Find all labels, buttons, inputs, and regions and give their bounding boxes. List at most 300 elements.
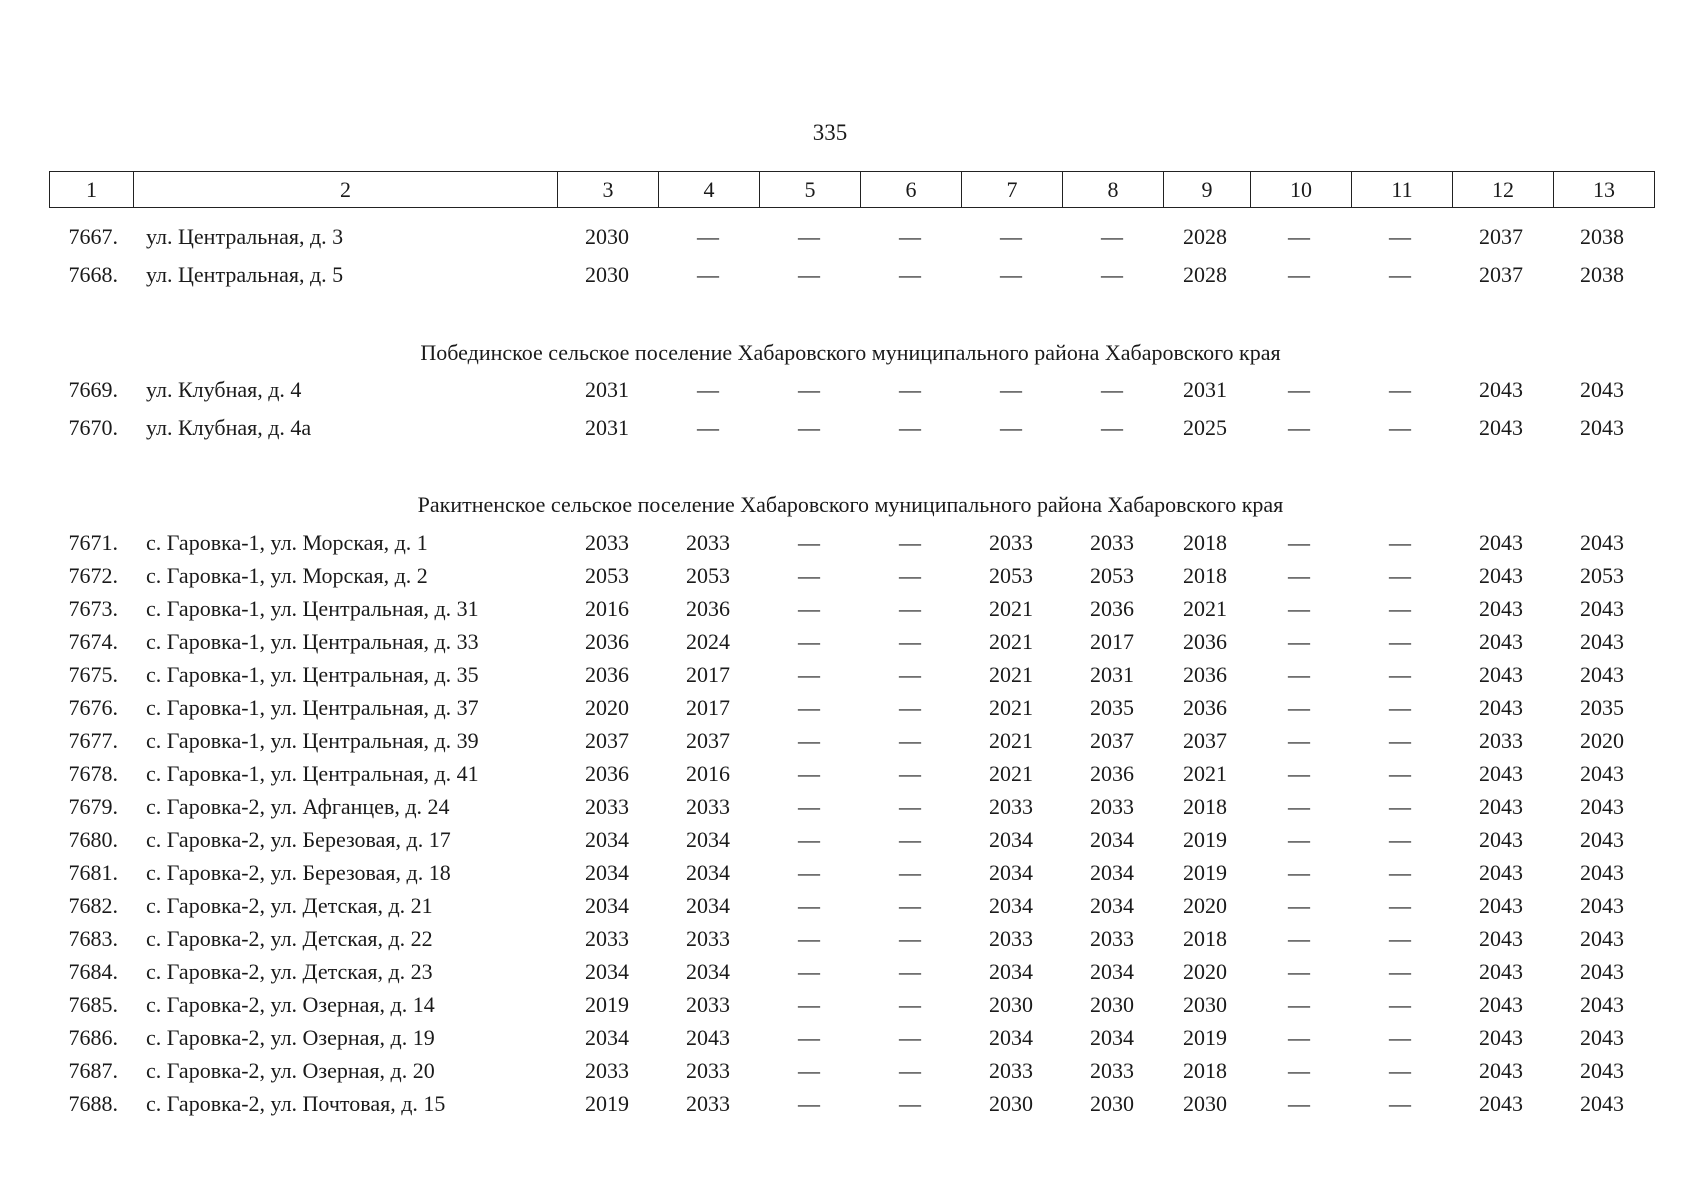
row-number: 7670. [68, 415, 118, 440]
row-value-col-7: 2030 [989, 992, 1033, 1017]
row-value-col-5: — [798, 959, 820, 984]
row-value-col-7: 2021 [989, 662, 1033, 687]
table-row [0, 528, 1701, 558]
row-address: с. Гаровка-2, ул. Березовая, д. 18 [146, 860, 451, 885]
column-number-header: 4 [659, 172, 760, 208]
row-value-col-4: 2033 [686, 1091, 730, 1116]
row-value-col-8: 2036 [1090, 761, 1134, 786]
row-address: ул. Центральная, д. 5 [146, 262, 344, 287]
row-value-col-7: 2033 [989, 794, 1033, 819]
row-value-col-5: — [798, 1058, 820, 1083]
row-number: 7681. [68, 860, 118, 885]
row-value-col-8: — [1101, 415, 1123, 440]
table-row [0, 924, 1701, 954]
row-address: с. Гаровка-1, ул. Центральная, д. 41 [146, 761, 479, 786]
row-value-col-7: 2033 [989, 1058, 1033, 1083]
row-address: с. Гаровка-2, ул. Березовая, д. 17 [146, 827, 451, 852]
row-value-col-10: — [1288, 415, 1310, 440]
row-value-col-5: — [798, 596, 820, 621]
row-value-col-8: — [1101, 224, 1123, 249]
row-value-col-10: — [1288, 662, 1310, 687]
row-value-col-8: 2053 [1090, 563, 1134, 588]
column-number-header: 1 [50, 172, 134, 208]
table-row [0, 594, 1701, 624]
row-value-col-3: 2030 [585, 262, 629, 287]
row-value-col-3: 2033 [585, 530, 629, 555]
row-value-col-4: 2016 [686, 761, 730, 786]
row-value-col-5: — [798, 728, 820, 753]
row-value-col-3: 2020 [585, 695, 629, 720]
row-value-col-3: 2036 [585, 629, 629, 654]
row-value-col-4: 2034 [686, 827, 730, 852]
table-row [0, 222, 1701, 252]
row-value-col-5: — [798, 262, 820, 287]
row-value-col-6: — [899, 893, 921, 918]
row-value-col-7: — [1000, 262, 1022, 287]
row-value-col-8: 2036 [1090, 596, 1134, 621]
row-value-col-11: — [1389, 959, 1411, 984]
row-value-col-10: — [1288, 377, 1310, 402]
row-number: 7680. [68, 827, 118, 852]
row-value-col-4: 2034 [686, 959, 730, 984]
row-value-col-7: 2033 [989, 926, 1033, 951]
row-number: 7679. [68, 794, 118, 819]
row-value-col-3: 2030 [585, 224, 629, 249]
row-value-col-4: 2036 [686, 596, 730, 621]
table-row [0, 1056, 1701, 1086]
row-value-col-6: — [899, 1091, 921, 1116]
row-value-col-12: 2043 [1479, 893, 1523, 918]
row-value-col-10: — [1288, 794, 1310, 819]
row-value-col-7: 2034 [989, 959, 1033, 984]
row-value-col-9: 2020 [1183, 959, 1227, 984]
row-value-col-13: 2053 [1580, 563, 1624, 588]
row-value-col-12: 2043 [1479, 530, 1523, 555]
row-value-col-7: 2021 [989, 728, 1033, 753]
column-number-header: 12 [1453, 172, 1554, 208]
row-value-col-13: 2043 [1580, 1058, 1624, 1083]
row-value-col-11: — [1389, 728, 1411, 753]
row-value-col-3: 2019 [585, 1091, 629, 1116]
row-value-col-7: 2033 [989, 530, 1033, 555]
table-row [0, 1023, 1701, 1053]
row-value-col-9: 2036 [1183, 662, 1227, 687]
row-value-col-10: — [1288, 224, 1310, 249]
row-value-col-10: — [1288, 530, 1310, 555]
row-value-col-5: — [798, 860, 820, 885]
row-value-col-13: 2038 [1580, 262, 1624, 287]
row-value-col-5: — [798, 926, 820, 951]
row-value-col-7: 2021 [989, 761, 1033, 786]
row-value-col-12: 2033 [1479, 728, 1523, 753]
row-value-col-6: — [899, 629, 921, 654]
row-address: с. Гаровка-2, ул. Озерная, д. 19 [146, 1025, 435, 1050]
row-value-col-7: — [1000, 377, 1022, 402]
table-row [0, 627, 1701, 657]
row-address: с. Гаровка-1, ул. Центральная, д. 31 [146, 596, 479, 621]
row-value-col-9: 2036 [1183, 629, 1227, 654]
row-value-col-5: — [798, 695, 820, 720]
row-value-col-13: 2038 [1580, 224, 1624, 249]
table-row [0, 792, 1701, 822]
table-row [0, 413, 1701, 443]
row-value-col-6: — [899, 262, 921, 287]
row-number: 7667. [68, 224, 118, 249]
row-value-col-9: 2031 [1183, 377, 1227, 402]
row-value-col-7: 2034 [989, 1025, 1033, 1050]
row-value-col-6: — [899, 959, 921, 984]
row-value-col-5: — [798, 662, 820, 687]
row-value-col-9: 2028 [1183, 262, 1227, 287]
row-address: с. Гаровка-1, ул. Морская, д. 1 [146, 530, 428, 555]
row-address: с. Гаровка-1, ул. Центральная, д. 37 [146, 695, 479, 720]
row-number: 7684. [68, 959, 118, 984]
row-value-col-10: — [1288, 992, 1310, 1017]
row-value-col-8: 2035 [1090, 695, 1134, 720]
row-value-col-8: 2034 [1090, 827, 1134, 852]
row-value-col-9: 2019 [1183, 827, 1227, 852]
row-value-col-6: — [899, 224, 921, 249]
row-value-col-3: 2033 [585, 926, 629, 951]
row-value-col-9: 2018 [1183, 794, 1227, 819]
section-title: Побединское сельское поселение Хабаровского муниципального района Хабаровского края [420, 340, 1281, 365]
row-value-col-13: 2043 [1580, 1091, 1624, 1116]
row-number: 7683. [68, 926, 118, 951]
row-address: ул. Клубная, д. 4 [146, 377, 302, 402]
row-value-col-11: — [1389, 893, 1411, 918]
table-row [0, 957, 1701, 987]
table-row [0, 858, 1701, 888]
row-value-col-11: — [1389, 761, 1411, 786]
row-value-col-4: 2053 [686, 563, 730, 588]
row-value-col-10: — [1288, 563, 1310, 588]
row-value-col-8: — [1101, 377, 1123, 402]
row-value-col-7: 2021 [989, 596, 1033, 621]
row-value-col-10: — [1288, 860, 1310, 885]
row-value-col-13: 2043 [1580, 794, 1624, 819]
row-value-col-11: — [1389, 563, 1411, 588]
row-value-col-3: 2034 [585, 959, 629, 984]
table-row [0, 260, 1701, 290]
table-row [0, 759, 1701, 789]
row-value-col-3: 2053 [585, 563, 629, 588]
row-value-col-5: — [798, 992, 820, 1017]
row-value-col-7: — [1000, 224, 1022, 249]
row-value-col-5: — [798, 629, 820, 654]
table-row [0, 1089, 1701, 1119]
row-value-col-11: — [1389, 629, 1411, 654]
row-value-col-3: 2031 [585, 415, 629, 440]
table-row [0, 693, 1701, 723]
row-value-col-12: 2037 [1479, 262, 1523, 287]
row-value-col-5: — [798, 415, 820, 440]
row-value-col-11: — [1389, 415, 1411, 440]
row-value-col-3: 2036 [585, 761, 629, 786]
row-value-col-12: 2043 [1479, 1091, 1523, 1116]
row-value-col-11: — [1389, 1025, 1411, 1050]
row-value-col-13: 2043 [1580, 662, 1624, 687]
row-value-col-13: 2043 [1580, 860, 1624, 885]
row-value-col-9: 2036 [1183, 695, 1227, 720]
row-value-col-11: — [1389, 1058, 1411, 1083]
row-value-col-6: — [899, 926, 921, 951]
row-value-col-5: — [798, 761, 820, 786]
row-value-col-5: — [798, 530, 820, 555]
row-value-col-10: — [1288, 761, 1310, 786]
row-value-col-11: — [1389, 1091, 1411, 1116]
row-number: 7685. [68, 992, 118, 1017]
row-value-col-5: — [798, 794, 820, 819]
row-value-col-6: — [899, 415, 921, 440]
row-value-col-9: 2030 [1183, 1091, 1227, 1116]
row-value-col-9: 2018 [1183, 530, 1227, 555]
row-value-col-5: — [798, 377, 820, 402]
row-address: с. Гаровка-2, ул. Почтовая, д. 15 [146, 1091, 446, 1116]
row-value-col-12: 2043 [1479, 563, 1523, 588]
row-number: 7672. [68, 563, 118, 588]
row-value-col-4: 2037 [686, 728, 730, 753]
row-value-col-11: — [1389, 377, 1411, 402]
column-number-header: 11 [1352, 172, 1453, 208]
row-value-col-8: — [1101, 262, 1123, 287]
column-number-header: 10 [1251, 172, 1352, 208]
page-number: 335 [812, 120, 848, 145]
row-value-col-7: 2034 [989, 860, 1033, 885]
row-value-col-8: 2034 [1090, 893, 1134, 918]
row-value-col-3: 2033 [585, 1058, 629, 1083]
row-value-col-8: 2031 [1090, 662, 1134, 687]
row-value-col-6: — [899, 563, 921, 588]
row-value-col-6: — [899, 992, 921, 1017]
row-value-col-12: 2043 [1479, 794, 1523, 819]
row-value-col-6: — [899, 794, 921, 819]
row-value-col-6: — [899, 860, 921, 885]
row-value-col-9: 2028 [1183, 224, 1227, 249]
column-header-table [49, 171, 1655, 208]
row-value-col-6: — [899, 695, 921, 720]
row-value-col-9: 2018 [1183, 563, 1227, 588]
row-value-col-7: 2053 [989, 563, 1033, 588]
row-number: 7669. [68, 377, 118, 402]
row-value-col-9: 2020 [1183, 893, 1227, 918]
row-value-col-7: 2034 [989, 893, 1033, 918]
row-value-col-3: 2016 [585, 596, 629, 621]
row-value-col-4: 2017 [686, 662, 730, 687]
row-value-col-12: 2043 [1479, 827, 1523, 852]
row-value-col-12: 2043 [1479, 761, 1523, 786]
row-value-col-10: — [1288, 596, 1310, 621]
row-value-col-8: 2037 [1090, 728, 1134, 753]
row-value-col-6: — [899, 1058, 921, 1083]
row-value-col-11: — [1389, 992, 1411, 1017]
row-value-col-9: 2018 [1183, 1058, 1227, 1083]
row-value-col-8: 2033 [1090, 530, 1134, 555]
row-value-col-9: 2018 [1183, 926, 1227, 951]
row-value-col-9: 2037 [1183, 728, 1227, 753]
row-value-col-12: 2043 [1479, 926, 1523, 951]
row-value-col-13: 2043 [1580, 596, 1624, 621]
row-value-col-13: 2043 [1580, 959, 1624, 984]
row-value-col-13: 2035 [1580, 695, 1624, 720]
row-value-col-5: — [798, 1025, 820, 1050]
column-number-header: 6 [861, 172, 962, 208]
row-value-col-7: 2034 [989, 827, 1033, 852]
row-value-col-8: 2034 [1090, 860, 1134, 885]
row-value-col-11: — [1389, 860, 1411, 885]
row-value-col-4: — [697, 224, 719, 249]
table-row [0, 825, 1701, 855]
row-value-col-6: — [899, 1025, 921, 1050]
row-value-col-6: — [899, 377, 921, 402]
row-value-col-4: 2033 [686, 1058, 730, 1083]
row-value-col-6: — [899, 827, 921, 852]
row-value-col-11: — [1389, 596, 1411, 621]
row-value-col-8: 2017 [1090, 629, 1134, 654]
row-address: с. Гаровка-2, ул. Афганцев, д. 24 [146, 794, 450, 819]
row-value-col-10: — [1288, 629, 1310, 654]
row-value-col-4: 2034 [686, 860, 730, 885]
table-row [0, 660, 1701, 690]
row-address: с. Гаровка-2, ул. Озерная, д. 20 [146, 1058, 435, 1083]
row-number: 7676. [68, 695, 118, 720]
row-address: с. Гаровка-2, ул. Детская, д. 22 [146, 926, 433, 951]
row-value-col-5: — [798, 827, 820, 852]
row-value-col-6: — [899, 728, 921, 753]
row-value-col-7: 2030 [989, 1091, 1033, 1116]
row-value-col-13: 2043 [1580, 377, 1624, 402]
row-value-col-4: 2033 [686, 794, 730, 819]
row-address: ул. Центральная, д. 3 [146, 224, 344, 249]
row-value-col-4: 2034 [686, 893, 730, 918]
row-value-col-7: — [1000, 415, 1022, 440]
row-value-col-8: 2030 [1090, 992, 1134, 1017]
row-value-col-12: 2043 [1479, 629, 1523, 654]
row-value-col-10: — [1288, 959, 1310, 984]
row-value-col-8: 2033 [1090, 926, 1134, 951]
row-value-col-12: 2043 [1479, 695, 1523, 720]
row-value-col-8: 2034 [1090, 1025, 1134, 1050]
row-value-col-9: 2021 [1183, 596, 1227, 621]
row-value-col-10: — [1288, 893, 1310, 918]
row-value-col-10: — [1288, 926, 1310, 951]
row-value-col-12: 2037 [1479, 224, 1523, 249]
row-value-col-10: — [1288, 1058, 1310, 1083]
row-value-col-11: — [1389, 662, 1411, 687]
row-value-col-6: — [899, 662, 921, 687]
row-value-col-13: 2043 [1580, 530, 1624, 555]
column-number-header: 13 [1554, 172, 1655, 208]
row-value-col-7: 2021 [989, 695, 1033, 720]
column-number-header: 3 [558, 172, 659, 208]
row-value-col-11: — [1389, 827, 1411, 852]
row-value-col-13: 2043 [1580, 761, 1624, 786]
row-address: с. Гаровка-1, ул. Центральная, д. 35 [146, 662, 479, 687]
column-header-row [50, 172, 1655, 208]
row-value-col-9: 2021 [1183, 761, 1227, 786]
row-value-col-4: — [697, 262, 719, 287]
row-value-col-10: — [1288, 262, 1310, 287]
row-number: 7677. [68, 728, 118, 753]
row-value-col-4: 2033 [686, 926, 730, 951]
row-value-col-9: 2025 [1183, 415, 1227, 440]
column-number-header: 9 [1164, 172, 1251, 208]
row-address: с. Гаровка-1, ул. Центральная, д. 39 [146, 728, 479, 753]
row-value-col-10: — [1288, 827, 1310, 852]
row-value-col-7: 2021 [989, 629, 1033, 654]
column-number-header: 5 [760, 172, 861, 208]
row-value-col-12: 2043 [1479, 860, 1523, 885]
row-value-col-3: 2019 [585, 992, 629, 1017]
section-title: Ракитненское сельское поселение Хабаровского муниципального района Хабаровского края [417, 492, 1284, 517]
row-value-col-11: — [1389, 530, 1411, 555]
table-row [0, 990, 1701, 1020]
row-value-col-9: 2030 [1183, 992, 1227, 1017]
column-number-header: 2 [134, 172, 558, 208]
row-value-col-8: 2033 [1090, 1058, 1134, 1083]
row-value-col-13: 2043 [1580, 992, 1624, 1017]
row-value-col-12: 2043 [1479, 1025, 1523, 1050]
row-value-col-13: 2043 [1580, 827, 1624, 852]
row-value-col-11: — [1389, 926, 1411, 951]
row-value-col-10: — [1288, 695, 1310, 720]
row-number: 7687. [68, 1058, 118, 1083]
row-address: ул. Клубная, д. 4а [146, 415, 312, 440]
row-value-col-10: — [1288, 1091, 1310, 1116]
row-address: с. Гаровка-1, ул. Морская, д. 2 [146, 563, 428, 588]
row-number: 7686. [68, 1025, 118, 1050]
row-value-col-13: 2043 [1580, 926, 1624, 951]
row-value-col-13: 2043 [1580, 1025, 1624, 1050]
table-row [0, 726, 1701, 756]
row-value-col-5: — [798, 1091, 820, 1116]
row-value-col-12: 2043 [1479, 596, 1523, 621]
row-value-col-3: 2031 [585, 377, 629, 402]
row-value-col-12: 2043 [1479, 1058, 1523, 1083]
row-number: 7675. [68, 662, 118, 687]
row-number: 7671. [68, 530, 118, 555]
row-value-col-13: 2043 [1580, 415, 1624, 440]
row-value-col-12: 2043 [1479, 662, 1523, 687]
row-value-col-12: 2043 [1479, 992, 1523, 1017]
column-number-header: 7 [962, 172, 1063, 208]
table-row [0, 375, 1701, 405]
row-value-col-6: — [899, 761, 921, 786]
row-number: 7688. [68, 1091, 118, 1116]
row-value-col-4: 2043 [686, 1025, 730, 1050]
row-value-col-11: — [1389, 695, 1411, 720]
row-number: 7673. [68, 596, 118, 621]
row-number: 7668. [68, 262, 118, 287]
row-number: 7674. [68, 629, 118, 654]
row-number: 7678. [68, 761, 118, 786]
row-value-col-3: 2033 [585, 794, 629, 819]
row-value-col-4: 2024 [686, 629, 730, 654]
row-number: 7682. [68, 893, 118, 918]
row-address: с. Гаровка-2, ул. Детская, д. 23 [146, 959, 433, 984]
row-value-col-5: — [798, 563, 820, 588]
row-value-col-11: — [1389, 224, 1411, 249]
row-value-col-12: 2043 [1479, 377, 1523, 402]
row-value-col-13: 2020 [1580, 728, 1624, 753]
row-value-col-6: — [899, 530, 921, 555]
row-value-col-8: 2030 [1090, 1091, 1134, 1116]
table-row [0, 891, 1701, 921]
row-value-col-10: — [1288, 1025, 1310, 1050]
column-number-header: 8 [1063, 172, 1164, 208]
row-value-col-4: 2017 [686, 695, 730, 720]
row-value-col-4: — [697, 377, 719, 402]
row-value-col-11: — [1389, 262, 1411, 287]
